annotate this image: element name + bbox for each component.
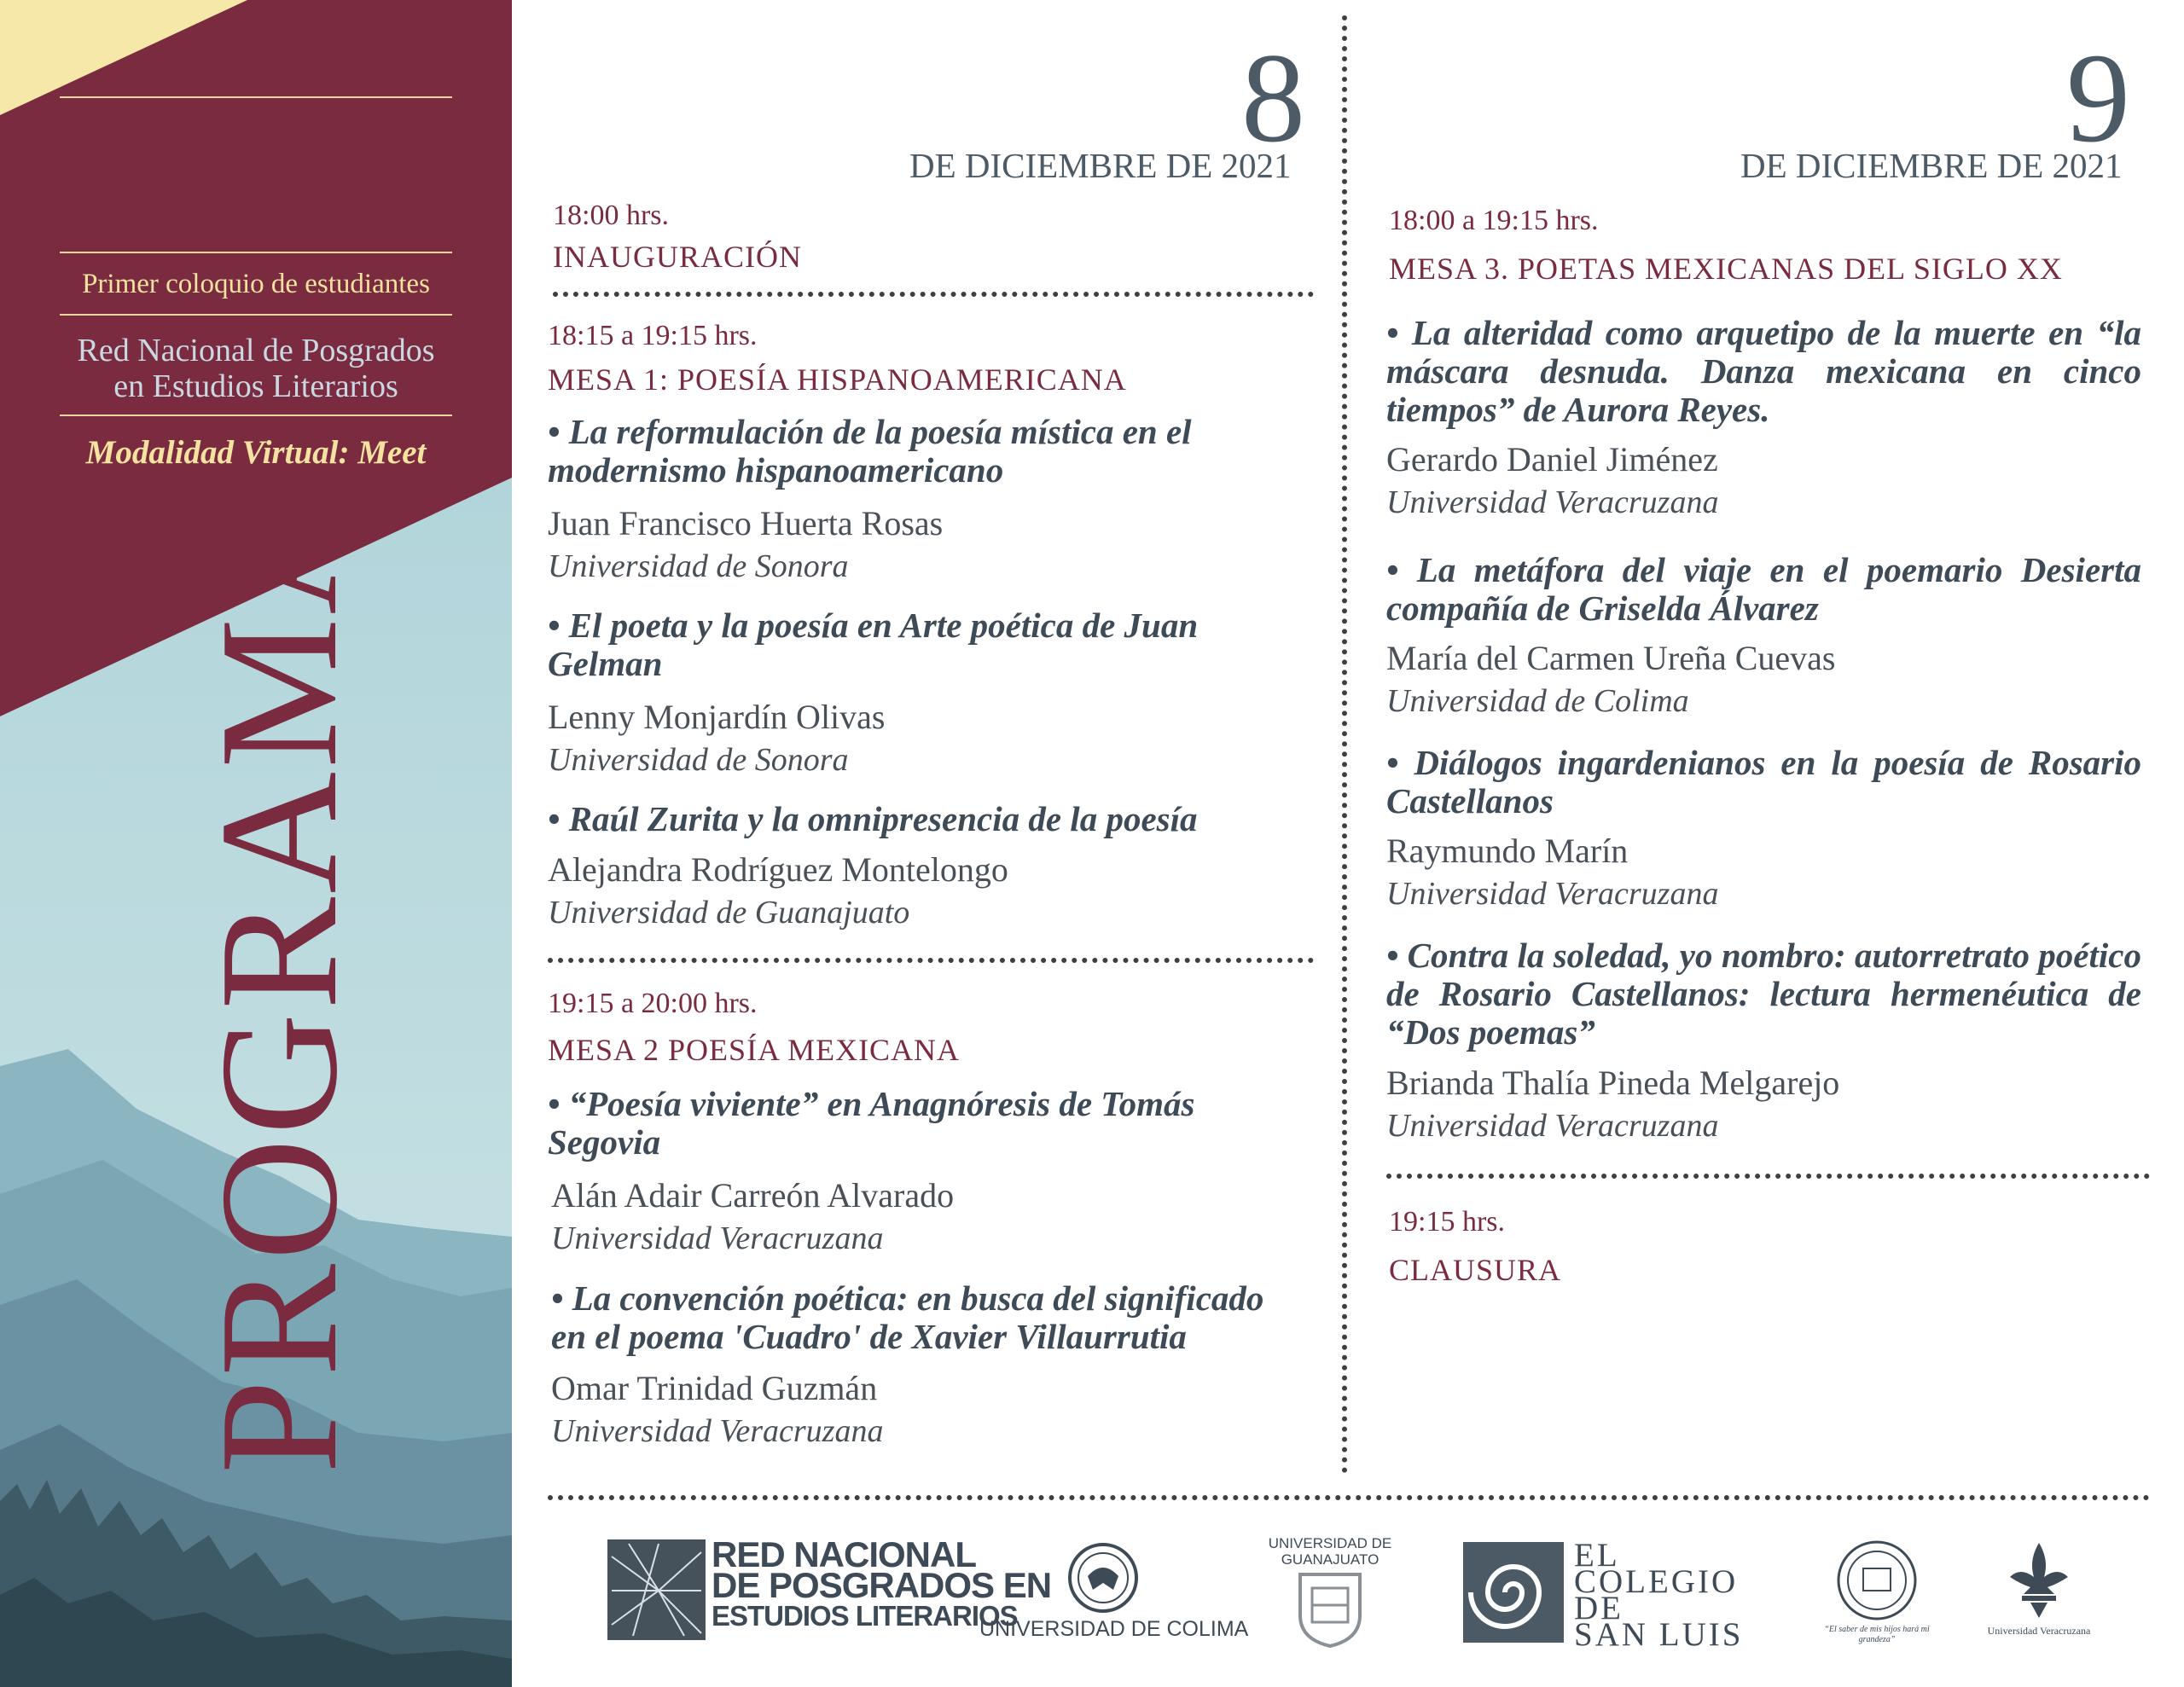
mesa1-title: MESA 1: POESÍA HISPANOAMERICANA [548, 362, 1127, 397]
mesa1-talk2-affiliation: Universidad de Sonora [548, 742, 849, 778]
modality-label: Modalidad Virtual: Meet [85, 434, 427, 471]
colegio-line1: EL [1574, 1537, 1620, 1574]
mesa1-talk3-speaker: Alejandra Rodríguez Montelongo [548, 850, 1008, 889]
closing-label: CLAUSURA [1389, 1253, 1562, 1287]
mesa2-talk2-title: • La convención poética: en busca del significado en el poema 'Cuadro' de Xavier Villaurrutia [551, 1278, 1264, 1356]
guanajuato-line1: UNIVERSIDAD DE [1268, 1535, 1392, 1551]
mesa3-time: 18:00 a 19:15 hrs. [1389, 205, 1599, 236]
mesa1-talk3-affiliation: Universidad de Guanajuato [548, 895, 910, 930]
mesa1-talk1-speaker: Juan Francisco Huerta Rosas [548, 504, 944, 542]
mesa3-talk3-affiliation: Universidad Veracruzana [1386, 876, 1719, 912]
red-nacional-line2: DE POSGRADOS EN [712, 1565, 1052, 1605]
colima-logo [979, 1542, 1249, 1644]
left-banner [0, 0, 512, 1687]
red-nacional-logo [607, 1534, 1052, 1642]
guanajuato-line2: GUANAJUATO [1281, 1551, 1380, 1568]
event-subtitle: Primer coloquio de estudiantes [82, 269, 430, 299]
red-nacional-line3: ESTUDIOS LITERARIOS [712, 1600, 1018, 1632]
mesa3-talk1-speaker: Gerardo Daniel Jiménez [1386, 440, 1718, 478]
inauguration-label: INAUGURACIÓN [553, 240, 802, 274]
mesa3-talk3-speaker: Raymundo Marín [1386, 832, 1629, 870]
veracruzana-logo [1975, 1539, 2103, 1646]
day2-number: 9 [2066, 27, 2130, 169]
colegio-line3: DE [1574, 1590, 1623, 1626]
mesa1-time: 18:15 a 19:15 hrs. [548, 320, 758, 351]
mesa3-talk1-affiliation: Universidad Veracruzana [1386, 484, 1719, 520]
shield-crest-icon [1297, 1571, 1363, 1648]
divider-day1-inauguration [553, 292, 1314, 297]
fleur-de-lis-icon [2005, 1539, 2073, 1621]
mesa2-talk2-affiliation: Universidad Veracruzana [551, 1413, 884, 1449]
network-mesh-icon [607, 1539, 706, 1640]
mesa3-talk2-title: • La metáfora del viaje en el poemario Desierta compañía de Griselda Álvarez [1386, 550, 2141, 628]
inauguration-time: 18:00 hrs. [553, 200, 669, 231]
day1-number: 8 [1241, 27, 1305, 169]
mesa2-talk1-speaker: Alán Adair Carreón Alvarado [551, 1176, 955, 1215]
colima-name: UNIVERSIDAD DE COLIMA [979, 1617, 1249, 1641]
mesa3-talk2-affiliation: Universidad de Colima [1386, 683, 1689, 719]
red-nacional-line1: RED NACIONAL [712, 1534, 976, 1574]
day1-date: DE DICIEMBRE DE 2021 [909, 146, 1292, 185]
network-name [0, 333, 512, 404]
mesa2-time: 19:15 a 20:00 hrs. [548, 988, 758, 1019]
mesa3-talk2-speaker: María del Carmen Ureña Cuevas [1386, 639, 1836, 677]
divider-footer [548, 1495, 2150, 1500]
mesa2-talk1-affiliation: Universidad Veracruzana [551, 1220, 884, 1256]
mesa3-talk4-speaker: Brianda Thalía Pineda Melgarejo [1386, 1064, 1840, 1102]
spiral-wave-icon [1463, 1542, 1564, 1643]
mesa2-talk2-speaker: Omar Trinidad Guzmán [551, 1369, 878, 1407]
mesa3-talk4-title: • Contra la soledad, yo nombro: autorretrato poético de Rosario Castellanos: lectura hermenéutica de “Dos poemas” [1386, 936, 2141, 1052]
round-seal-icon [1836, 1539, 1918, 1621]
mesa1-talk1-affiliation: Universidad de Sonora [548, 548, 849, 584]
day2-date: DE DICIEMBRE DE 2021 [1740, 146, 2123, 185]
closing-time: 19:15 hrs. [1389, 1206, 1505, 1238]
eagle-seal-icon [1067, 1542, 1139, 1614]
mesa3-title: MESA 3. POETAS MEXICANAS DEL SIGLO XX [1389, 252, 2063, 286]
network-name-line1: Red Nacional de Posgrados [77, 333, 435, 368]
divider-day2-closing [1386, 1174, 2150, 1179]
network-name-line2: en Estudios Literarios [113, 368, 398, 404]
mesa3-talk4-affiliation: Universidad Veracruzana [1386, 1108, 1719, 1144]
column-divider [1342, 15, 1347, 1474]
mesa1-talk3-title: • Raúl Zurita y la omnipresencia de la poesía [548, 799, 1198, 838]
mesa2-title: MESA 2 POESÍA MEXICANA [548, 1033, 961, 1067]
colegio-san-luis-logo [1463, 1537, 1770, 1653]
guanajuato-logo [1266, 1535, 1394, 1646]
sonora-logo [1817, 1539, 1937, 1646]
mesa2-talk1-title: • “Poesía viviente” en Anagnóresis de Tomás Segovia [548, 1084, 1195, 1162]
programa-vertical-title: PROGRAMA [185, 489, 372, 1474]
mesa3-talk1-title: • La alteridad como arquetipo de la muerte en “la máscara desnuda. Danza mexicana en cinco tiempos” de Aurora Reyes. [1386, 313, 2141, 429]
colegio-line2: COLEGIO [1574, 1563, 1739, 1600]
mesa3-talk3-title: • Diálogos ingardenianos en la poesía de Rosario Castellanos [1386, 743, 2141, 820]
mesa1-talk2-title: • El poeta y la poesía en Arte poética de Juan Gelman [548, 606, 1199, 683]
veracruzana-name: Universidad Veracruzana [1987, 1625, 2091, 1637]
colegio-line4: SAN LUIS [1574, 1616, 1744, 1653]
divider-day1-mesa2 [548, 958, 1314, 963]
mesa1-talk1-title: • La reformulación de la poesía mística en el modernismo hispanoamericano [548, 412, 1192, 490]
sonora-motto: “El saber de mis hijos hará mi grandeza” [1824, 1625, 1930, 1644]
mesa1-talk2-speaker: Lenny Monjardín Olivas [548, 698, 886, 736]
